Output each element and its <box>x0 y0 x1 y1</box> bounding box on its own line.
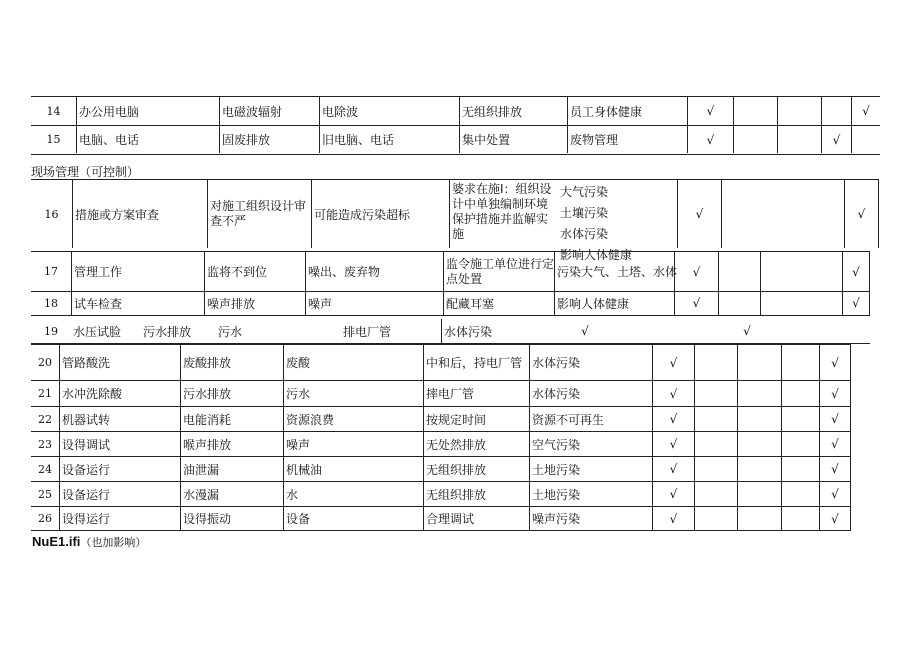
check-cell <box>733 97 777 125</box>
row-number: 17 <box>44 265 58 278</box>
check-cell: √ <box>819 507 851 530</box>
empty-cell <box>781 507 819 530</box>
check-cell <box>733 126 777 153</box>
method-cell: 排电厂管 <box>343 324 392 339</box>
table-row <box>31 507 851 531</box>
activity-cell: 设得运行 <box>59 507 180 530</box>
check-cell <box>821 97 851 125</box>
check-cell: √ <box>652 482 694 506</box>
empty-cell <box>781 345 819 380</box>
impact-item: 影响人体健康 <box>560 248 633 262</box>
section-title: 现场管理（可控制） <box>31 165 140 179</box>
empty-cell <box>694 457 737 481</box>
table-row <box>31 291 870 316</box>
impact-item: 水体污染 <box>560 227 609 241</box>
hazard-cell: 污水 <box>283 381 423 406</box>
empty-cell <box>694 507 737 530</box>
table-row <box>31 125 880 153</box>
row-number: 16 <box>44 207 59 221</box>
empty-cell <box>737 381 781 406</box>
activity-cell: 水冲洗除酸 <box>59 381 180 406</box>
impact-cell: 空气污染 <box>529 432 652 456</box>
impact-cell: 影响人体健康 <box>554 291 674 315</box>
method-cell: 按规定时间 <box>423 407 529 431</box>
empty-cell <box>737 407 781 431</box>
method-cell: 无处然排放 <box>423 432 529 456</box>
row-number: 20 <box>38 356 52 369</box>
footer-note <box>32 534 146 550</box>
table-row <box>31 407 851 432</box>
activity-cell: 管路酸洗 <box>59 345 180 380</box>
hazard-cell: 可能造成污染超标 <box>311 180 449 248</box>
empty-cell <box>781 381 819 406</box>
hazard-cell: 废酸 <box>283 345 423 380</box>
row-number: 24 <box>38 462 52 476</box>
check-cell <box>777 97 821 125</box>
hazard-cell: 噪出、废弃物 <box>305 252 443 291</box>
check-cell: √ <box>652 407 694 431</box>
hazard-cell: 污水 <box>218 324 243 339</box>
table-row <box>31 381 851 407</box>
impact-list <box>558 180 677 262</box>
hazard-cell: 噪声 <box>283 432 423 456</box>
factor-cell: 监将不到位 <box>204 252 305 291</box>
check-cell: √ <box>819 457 851 481</box>
factor-cell: 对施工组织设计审查不严 <box>207 180 311 248</box>
check-cell: √ <box>652 432 694 456</box>
check-cell: √ <box>842 291 870 315</box>
check-cell: √ <box>652 381 694 406</box>
table-row <box>31 251 870 292</box>
check-cell <box>718 252 760 291</box>
check-cell: √ <box>819 432 851 456</box>
footer-bold: NuE1.ifi <box>32 534 81 549</box>
table-row <box>31 344 851 381</box>
activity-cell: 电脑、电话 <box>76 126 219 153</box>
method-cell: 中和后，持电厂管 <box>423 345 529 380</box>
hazard-cell: 噪声 <box>305 291 443 315</box>
check-cell: √ <box>674 252 718 291</box>
impact-cell: 土地污染 <box>529 482 652 506</box>
method-cell: 婆求在施I：组织设计中单独编制环境保护措施并监解实施 <box>449 180 558 248</box>
method-cell: 摔电厂管 <box>423 381 529 406</box>
impact-cell: 噪声污染 <box>529 507 652 530</box>
table-row <box>31 457 851 482</box>
factor-cell: 设得振动 <box>180 507 283 530</box>
check-cell: √ <box>687 97 733 125</box>
empty-cell <box>694 381 737 406</box>
factor-cell: 固废排放 <box>219 126 319 153</box>
empty-cell <box>737 482 781 506</box>
hazard-cell: 水 <box>283 482 423 506</box>
row-number: 19 <box>44 324 58 338</box>
check-cell <box>777 126 821 153</box>
check-cell: √ <box>851 97 880 125</box>
impact-cell: 资源不可再生 <box>529 407 652 431</box>
check-cell: √ <box>819 381 851 406</box>
check-cell: √ <box>844 180 879 248</box>
activity-cell: 水压试脸 <box>73 324 122 339</box>
row-number: 18 <box>44 296 58 310</box>
check-cell: √ <box>743 324 751 338</box>
factor-cell: 污水排放 <box>143 324 192 339</box>
check-cell: √ <box>674 291 718 315</box>
factor-cell: 水漫漏 <box>180 482 283 506</box>
hazard-cell: 设备 <box>283 507 423 530</box>
check-cell: √ <box>819 482 851 506</box>
factor-cell: 油泄漏 <box>180 457 283 481</box>
activity-cell: 办公用电脑 <box>76 97 219 125</box>
empty-cell <box>694 407 737 431</box>
factor-cell: 废酸排放 <box>180 345 283 380</box>
row-number: 25 <box>38 487 52 501</box>
empty-cell <box>765 319 870 343</box>
check-cell: √ <box>687 126 733 153</box>
table-row <box>31 96 880 126</box>
method-cell: 无组织排放 <box>423 457 529 481</box>
check-cell: √ <box>819 345 851 380</box>
method-cell: 合理调试 <box>423 507 529 530</box>
activity-cell: 管理工作 <box>71 252 204 291</box>
row-number: 21 <box>38 387 52 400</box>
hazard-cell: 机械油 <box>283 457 423 481</box>
activity-cell: 设备运行 <box>59 482 180 506</box>
check-cell: √ <box>652 457 694 481</box>
row-number: 22 <box>38 412 52 426</box>
empty-cell <box>781 482 819 506</box>
impact-cell: 水体污染 <box>529 345 652 380</box>
table-row <box>31 319 870 344</box>
row-number: 14 <box>46 104 61 118</box>
bottom-table <box>31 344 851 531</box>
check-cell: √ <box>842 252 870 291</box>
activity-cell: 措施或方案审查 <box>72 180 207 248</box>
activity-cell: 设备运行 <box>59 457 180 481</box>
factor-cell: 喉声排放 <box>180 432 283 456</box>
impact-cell: 员工身体健康 <box>567 97 687 125</box>
empty-cell <box>781 457 819 481</box>
hazard-cell: 旧电脑、电话 <box>319 126 459 153</box>
row-number: 15 <box>46 133 61 146</box>
check-cell: √ <box>581 324 589 338</box>
impact-cell: 废物管理 <box>567 126 687 153</box>
table-row <box>31 179 879 262</box>
empty-cell <box>737 507 781 530</box>
activity-cell: 设得调试 <box>59 432 180 456</box>
footer-text: （也加影响） <box>80 536 147 549</box>
check-cell: √ <box>677 180 721 248</box>
factor-cell: 电磁波辐射 <box>219 97 319 125</box>
empty-cell <box>737 345 781 380</box>
empty-cell <box>781 407 819 431</box>
empty-cell <box>694 432 737 456</box>
activity-cell: 试车检查 <box>71 291 204 315</box>
empty-cell <box>599 319 729 343</box>
method-cell: 无组织排放 <box>459 97 567 125</box>
top-table <box>31 96 880 153</box>
empty-cell <box>781 432 819 456</box>
check-cell <box>718 291 760 315</box>
method-cell: 监令施工单位进行定点处置 <box>443 252 554 291</box>
impact-item: 大气污染 <box>560 185 609 199</box>
factor-cell: 污水排放 <box>180 381 283 406</box>
method-cell: 集中处置 <box>459 126 567 153</box>
method-cell: 配藏耳塞 <box>443 291 554 315</box>
check-cell <box>760 252 842 291</box>
divider <box>31 154 880 155</box>
impact-cell: 水体污染 <box>441 319 571 343</box>
check-cell: √ <box>652 345 694 380</box>
check-cell <box>851 126 880 153</box>
row-number: 23 <box>38 437 52 451</box>
method-cell: 无组织排放 <box>423 482 529 506</box>
empty-cell <box>737 432 781 456</box>
row-number: 26 <box>38 512 52 525</box>
impact-cell: 污染大气、土塔、水体 <box>554 252 674 291</box>
impact-cell: 水体污染 <box>529 381 652 406</box>
impact-cell: 土地污染 <box>529 457 652 481</box>
activity-cell: 机器试转 <box>59 407 180 431</box>
empty-cell <box>694 345 737 380</box>
impact-item: 土壤污染 <box>560 206 609 220</box>
empty-cell <box>737 457 781 481</box>
factor-cell: 电能消耗 <box>180 407 283 431</box>
table-row <box>31 432 851 457</box>
check-cell <box>760 291 842 315</box>
check-cell: √ <box>652 507 694 530</box>
hazard-cell: 资源浪费 <box>283 407 423 431</box>
check-cell: √ <box>819 407 851 431</box>
check-cell <box>721 180 844 248</box>
factor-cell: 噪声排放 <box>204 291 305 315</box>
hazard-cell: 电除波 <box>319 97 459 125</box>
empty-cell <box>694 482 737 506</box>
table-row <box>31 482 851 507</box>
check-cell: √ <box>821 126 851 153</box>
